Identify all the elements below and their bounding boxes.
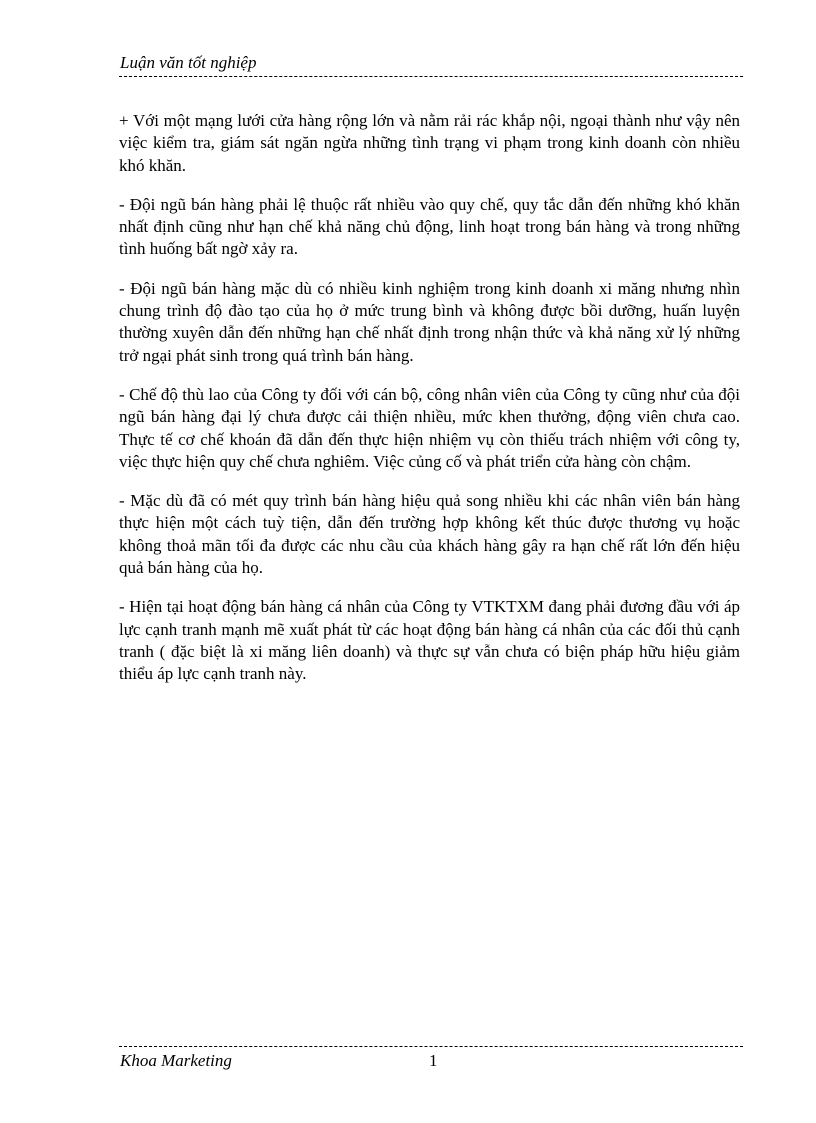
paragraph: - Mặc dù đã có mét quy trình bán hàng hiệu quả song nhiều khi các nhân viên bán hàng thực hiện một cách tuỳ tiện, dẫn đến trường hợp không kết thúc được thương vụ hoặc không thoả mãn tối đa được các nhu cầu của khách hàng gây ra hạn chế rất lớn đến hiệu quả bán hàng của họ.: [119, 491, 740, 578]
page-footer: [119, 1046, 743, 1075]
page-header: [119, 52, 743, 77]
paragraph: - Hiện tại hoạt động bán hàng cá nhân của Công ty VTKTXM đang phải đương đầu với áp lực cạnh tranh mạnh mẽ xuất phát từ các hoạt động bán hàng cá nhân của các đối thủ cạnh tranh ( đặc biệt là xi măng liên doanh) và thực sự vẫn chưa có biện pháp hữu hiệu giảm thiểu áp lực cạnh tranh này.: [119, 597, 740, 684]
paragraph: - Đội ngũ bán hàng mặc dù có nhiều kinh nghiệm trong kinh doanh xi măng nhưng nhìn chung trình độ đào tạo của họ ở mức trung bình và không được bồi dưỡng, huấn luyện thường xuyên dẫn đến những hạn chế nhất định trong nhận thức và khả năng xử lý những trở ngại phát sinh trong quá trình bán hàng.: [119, 278, 740, 365]
paragraph: + Với một mạng lưới cửa hàng rộng lớn và nằm rải rác khắp nội, ngoại thành như vậy nên việc kiểm tra, giám sát ngăn ngừa những tình trạng vi phạm trong kinh doanh còn nhiều khó khăn.: [119, 111, 740, 175]
paragraph: - Đội ngũ bán hàng phải lệ thuộc rất nhiều vào quy chế, quy tắc dẫn đến những khó khăn nhất định cũng như hạn chế khả năng chủ động, linh hoạt trong bán hàng và trong những tình huống bất ngờ xảy ra.: [119, 194, 740, 259]
header-title: Luận văn tốt nghiệp: [120, 53, 257, 72]
paragraph: - Chế độ thù lao của Công ty đối với cán bộ, công nhân viên của Công ty cũng như của đội ngũ bán hàng đại lý chưa được cải thiện nhiều, mức khen thưởng, động viên chưa cao. Thực tế cơ chế khoán đã dẫn đến thực hiện nhiệm vụ còn thiếu trách nhiệm với công ty, việc thực hiện quy chế chưa nghiêm. Việc củng cố và phát triển cửa hàng còn chậm.: [119, 384, 740, 471]
document-body: [119, 110, 740, 703]
footer-department: Khoa Marketing: [120, 1051, 232, 1070]
page-number: 1: [429, 1051, 438, 1070]
